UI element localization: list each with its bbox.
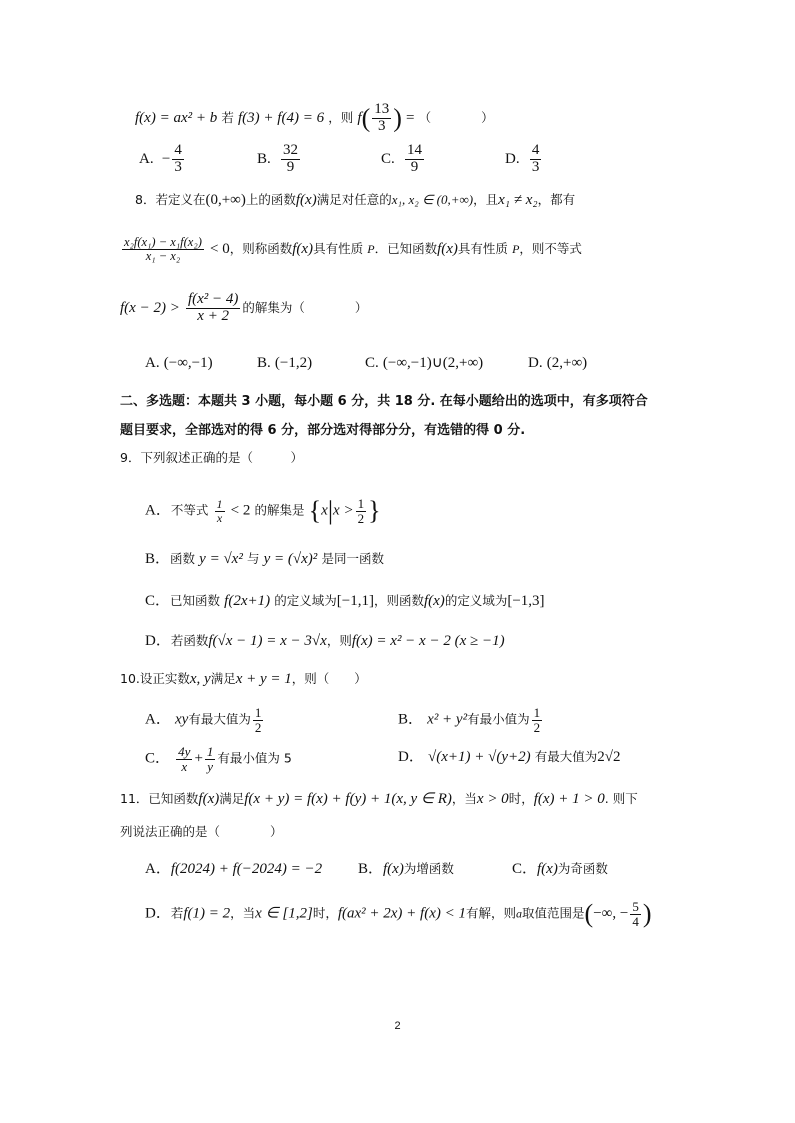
q8-stem-line1: 8．若定义在(0,+∞)上的函数f(x)满足对任意的x₁, x₂ ∈ (0,+∞)，且x₁ ≠ x₂，都有	[135, 192, 576, 208]
q9-option-d: D．若函数f(√x − 1) = x − 3√x，则f(x) = x² − x − 2 (x ≥ −1)	[145, 633, 505, 649]
q11-option-b: B．f(x)为增函数	[358, 861, 454, 877]
q7-blank: （ ）	[418, 109, 494, 125]
q10-stem: 10.设正实数x, y满足x + y = 1，则（ ）	[120, 671, 367, 687]
q10-option-a: A． xy有最大值为 $\frac{1}{2}$	[145, 705, 262, 735]
q10-option-c: C． $\frac{4y}{x}$ + $\frac{1}{y}$ 有最小值为 5	[145, 744, 292, 774]
q7-option-b: B. $\frac{32}{9}$	[257, 142, 299, 175]
q11-stem-line2: 列说法正确的是（ ）	[120, 824, 283, 839]
section-heading-line1: 二、多选题：本题共 3 小题，每小题 6 分，共 18 分. 在每小题给出的选项中，有多项符合	[120, 394, 648, 409]
q11-stem-line1: 11．已知函数f(x)满足f(x + y) = f(x) + f(y) + 1(x, y ∈ R)，当x > 0时，f(x) + 1 > 0. 则下	[120, 791, 638, 807]
q9-stem: 9．下列叙述正确的是（ ）	[120, 450, 303, 465]
q7-stem: f(x) = ax² + b 若 f(3) + f(4) = 6 ，则 f( $\frac{13}{3}$ ) = （ ）	[135, 101, 494, 134]
q8-stem-line3: f(x − 2) > $\frac{\text{f(x² − 4)}}{x + 2}$ 的解集为（ ）	[120, 291, 368, 324]
q7-option-c: C. $\frac{14}{9}$	[381, 142, 423, 175]
q7-option-d: D. $\frac{4}{3}$	[505, 142, 540, 175]
q9-option-a: A．不等式 $\frac{1}{x}$ < 2 的解集是 {x|x > $\frac{1}{2}$ }	[145, 496, 381, 526]
q10-option-d: D． √(x+1) + √(y+2) 有最大值为2√2	[398, 749, 621, 765]
q7-condition: f(3) + f(4) = 6	[238, 109, 325, 126]
q8-option-b: B. (−1,2)	[257, 355, 313, 371]
q8-option-c: C. (−∞,−1)∪(2,+∞)	[365, 355, 484, 371]
q9-option-b: B．函数 y = √x² 与 y = (√x)² 是同一函数	[145, 551, 384, 567]
page-number: 2	[394, 1020, 401, 1032]
q10-option-b: B． x² + y²有最小值为 $\frac{1}{2}$	[398, 705, 541, 735]
q8-stem-line2: $\frac{\text{x₂f(x₁) − x₁f(x₂)}}{\text{x₁ − x₂}}$ < 0，则称函数f(x)具有性质 P．已知函数f(x)具有性质 P，则不等式	[124, 235, 582, 264]
q8-blank: （ ）	[292, 299, 368, 315]
q11-option-d: D．若f(1) = 2，当x ∈ [1,2]时，f(ax² + 2x) + f(x) < 1有解，则a取值范围是(−∞, − $\frac{5}{4}$ )	[145, 899, 652, 929]
section-heading-line2: 题目要求，全部选对的得 6 分，部分选对得部分分，有选错的得 0 分.	[120, 423, 526, 438]
q11-option-a: A．f(2024) + f(−2024) = −2	[145, 861, 323, 877]
q9-option-c: C．已知函数 f(2x+1) 的定义域为[−1,1]，则函数f(x)的定义域为[−1,3]	[145, 593, 545, 609]
q7-option-a: A. − $\frac{4}{3}$	[139, 142, 182, 175]
q8-option-a: A. (−∞,−1)	[145, 355, 213, 371]
q11-option-c: C．f(x)为奇函数	[512, 861, 608, 877]
q8-option-d: D. (2,+∞)	[528, 355, 588, 371]
q7-func-def: f(x) = ax² + b	[135, 109, 218, 126]
